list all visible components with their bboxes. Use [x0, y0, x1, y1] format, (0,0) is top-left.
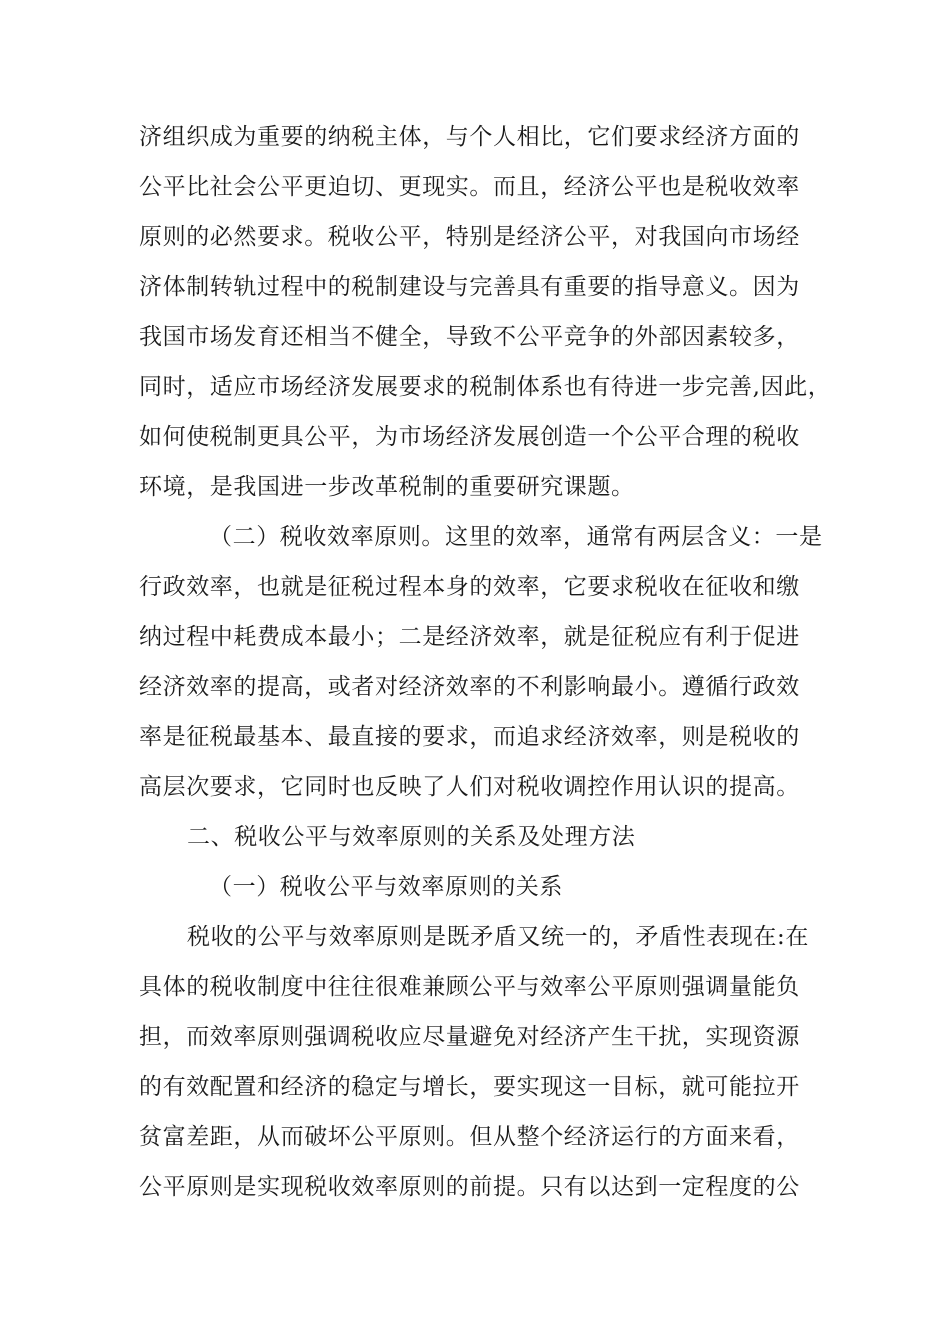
text-line-4: 济体制转轨过程中的税制建设与完善具有重要的指导意义。因为 [139, 274, 800, 300]
text-line-8: 环境，是我国进一步改革税制的重要研究课题。 [139, 474, 635, 500]
text-line-14: 高层次要求，它同时也反映了人们对税收调控作用认识的提高。 [139, 774, 800, 800]
text-line-17: 税收的公平与效率原则是既矛盾又统一的，矛盾性表现在:在 [187, 924, 809, 950]
text-line-1: 济组织成为重要的纳税主体，与个人相比，它们要求经济方面的 [139, 124, 800, 150]
text-line-3: 原则的必然要求。税收公平，特别是经济公平，对我国向市场经 [139, 224, 800, 250]
text-line-20: 的有效配置和经济的稳定与增长，要实现这一目标，就可能拉开 [139, 1074, 800, 1100]
text-line-7: 如何使税制更具公平，为市场经济发展创造一个公平合理的税收 [139, 424, 800, 450]
subsection-heading-relationship: （一）税收公平与效率原则的关系 [209, 874, 563, 900]
text-line-21: 贫富差距，从而破坏公平原则。但从整个经济运行的方面来看， [139, 1124, 800, 1150]
text-line-6: 同时，适应市场经济发展要求的税制体系也有待进一步完善,因此， [139, 374, 832, 400]
text-line-13: 率是征税最基本、最直接的要求，而追求经济效率，则是税收的 [139, 724, 800, 750]
text-line-22: 公平原则是实现税收效率原则的前提。只有以达到一定程度的公 [139, 1174, 800, 1200]
text-line-12: 经济效率的提高，或者对经济效率的不利影响最小。遵循行政效 [139, 674, 800, 700]
text-line-10: 行政效率，也就是征税过程本身的效率，它要求税收在征收和缴 [139, 574, 800, 600]
text-line-19: 担，而效率原则强调税收应尽量避免对经济产生干扰，实现资源 [139, 1024, 800, 1050]
text-line-2: 公平比社会公平更迫切、更现实。而且，经济公平也是税收效率 [139, 174, 800, 200]
text-line-18: 具体的税收制度中往往很难兼顾公平与效率公平原则强调量能负 [139, 974, 800, 1000]
text-line-11: 纳过程中耗费成本最小；二是经济效率，就是征税应有利于促进 [139, 624, 800, 650]
text-line-5: 我国市场发育还相当不健全，导致不公平竞争的外部因素较多， [139, 324, 800, 350]
chapter-heading-relationship: 二、税收公平与效率原则的关系及处理方法 [187, 824, 636, 850]
section-heading-efficiency: （二）税收效率原则。这里的效率，通常有两层含义：一是 [209, 524, 823, 550]
